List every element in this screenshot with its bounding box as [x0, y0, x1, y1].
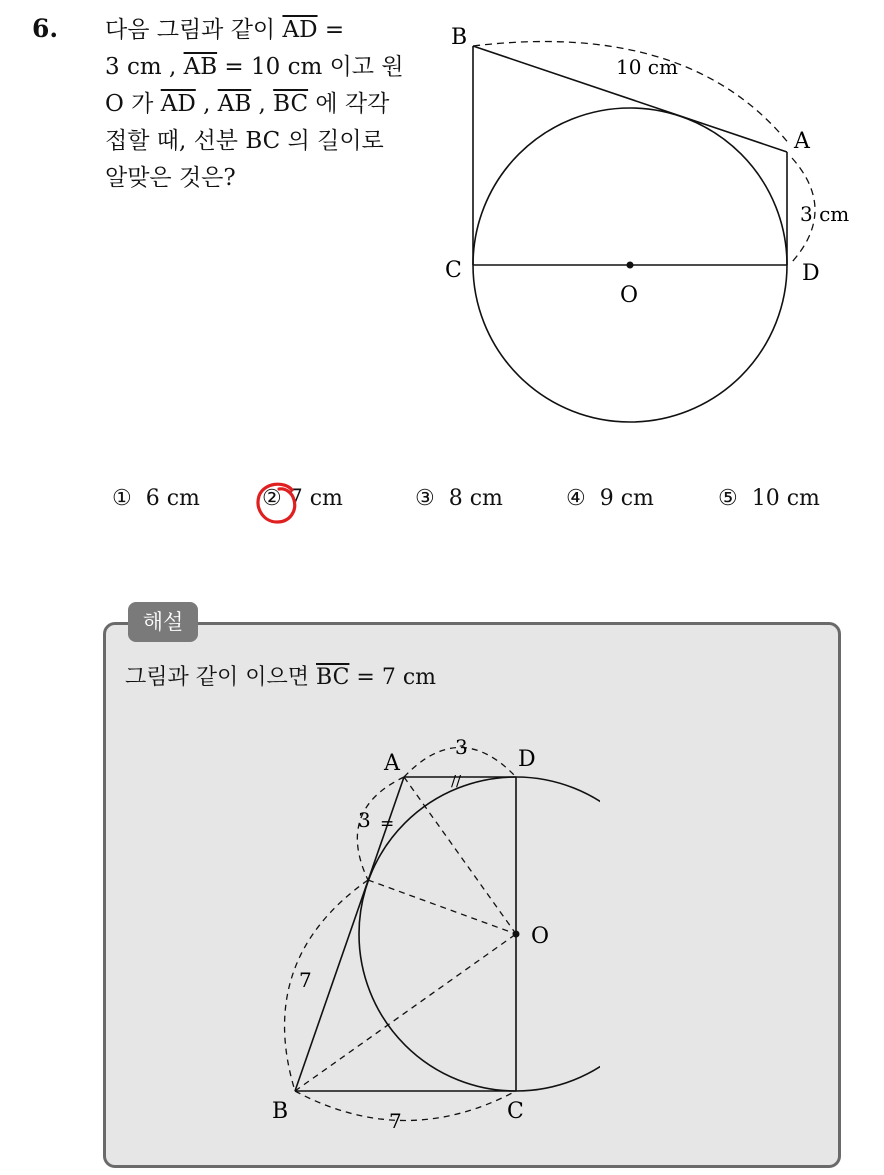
question-line-4: 접할 때, 선분 BC 의 길이로 — [105, 128, 384, 154]
label-ad-3: 3 — [455, 735, 468, 759]
label-bc-7: 7 — [389, 1109, 402, 1130]
label-c-solution: C — [507, 1099, 524, 1124]
center-point-o-solution — [513, 931, 520, 938]
arc-b-tangent — [285, 880, 368, 1091]
solution-tab: 해설 — [128, 602, 198, 642]
dashed-ao — [404, 777, 516, 934]
question-line-3: O 가 $\overline{AD}$ , $\overline{AB}$ , $\overline{BC}$ 에 각각 — [105, 91, 390, 117]
question-text — [105, 12, 417, 197]
label-ab-length: 10 cm — [616, 55, 678, 79]
dashed-to — [368, 880, 516, 934]
circle-o-solution — [359, 777, 600, 1091]
tick-mark-ad: // — [451, 772, 462, 790]
choice-3[interactable]: ③ 8 cm — [415, 486, 503, 511]
choice-1[interactable]: ① 6 cm — [112, 486, 200, 511]
label-b-tangent-7: 7 — [299, 968, 312, 992]
question-figure — [430, 12, 870, 432]
solution-figure — [260, 730, 600, 1130]
choice-2[interactable]: ② 7 cm — [262, 486, 343, 511]
label-b: B — [451, 25, 468, 50]
label-ad-length: 3 cm — [800, 202, 850, 226]
center-point-o — [627, 262, 634, 269]
solution-text: 그림과 같이 이으면 $\overline{BC} = 7$ cm — [125, 665, 437, 690]
question-line-5: 알맞은 것은? — [105, 165, 236, 191]
label-a-tangent-3: 3 — [358, 808, 371, 832]
answer-circle-mark — [252, 478, 302, 528]
label-a-solution: A — [384, 751, 400, 776]
answer-choices — [112, 486, 852, 522]
question-line-2: 3 cm , $\overline{AB} = 10$ cm 이고 원 — [105, 54, 404, 80]
arc-bc — [295, 1091, 516, 1121]
label-d-solution: D — [518, 747, 536, 772]
label-d: D — [802, 261, 820, 286]
label-c: C — [445, 258, 462, 283]
choice-5[interactable]: ⑤ 10 cm — [718, 486, 820, 511]
label-a: A — [794, 129, 810, 154]
dashed-bo — [295, 934, 516, 1091]
choice-4[interactable]: ④ 9 cm — [566, 486, 654, 511]
label-o: O — [620, 283, 639, 308]
question-number: 6. — [32, 14, 59, 43]
question-line-1: 다음 그림과 같이 $\overline{AD}$ = — [105, 17, 345, 43]
eq-mark-a-tangent: = — [380, 814, 395, 834]
label-b-solution: B — [272, 1099, 289, 1124]
label-o-solution: O — [531, 924, 550, 949]
